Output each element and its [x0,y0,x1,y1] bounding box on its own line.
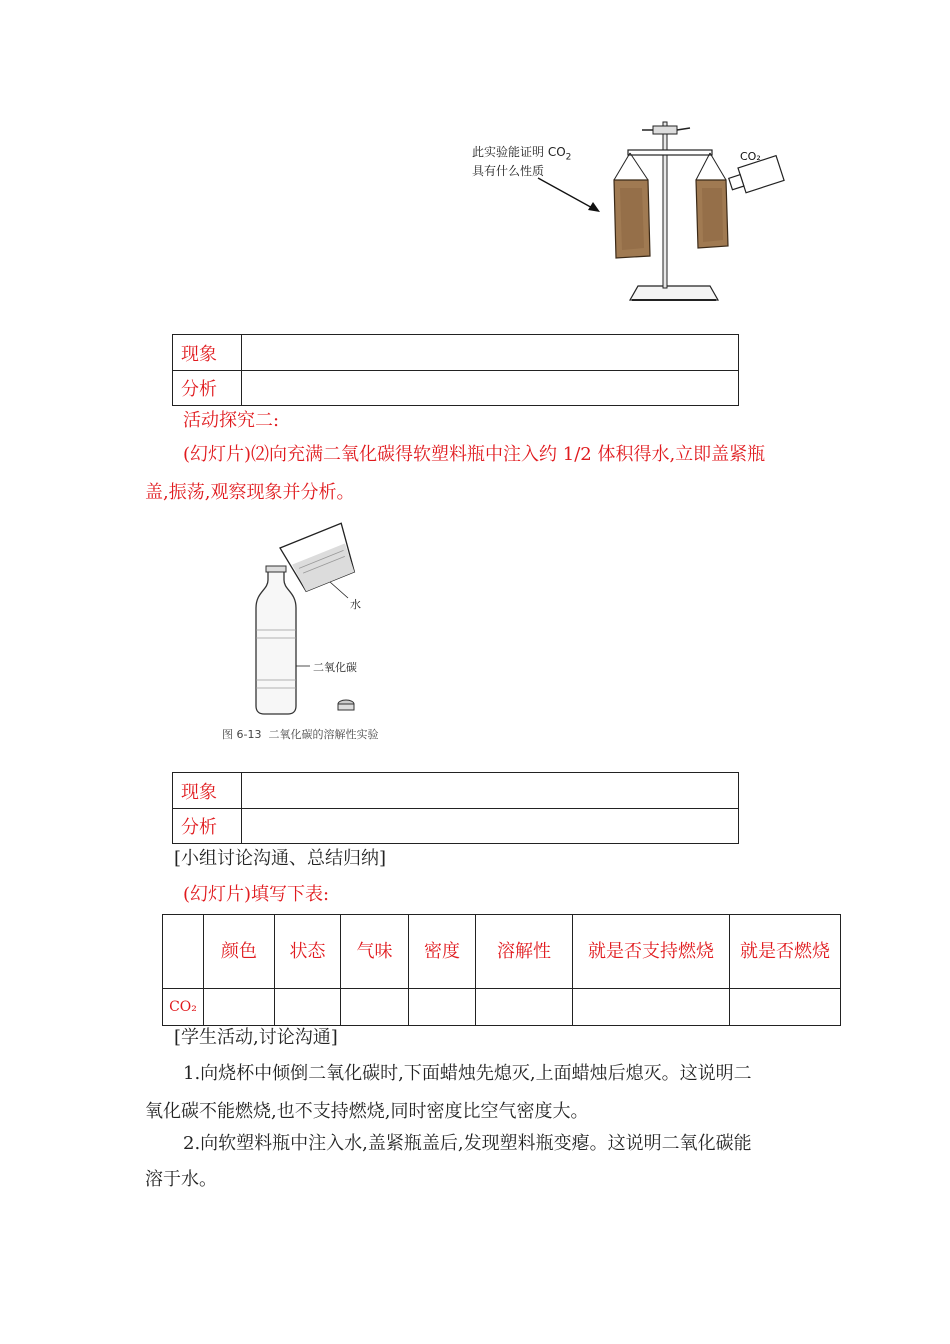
props-cell-density[interactable] [409,989,476,1026]
balance-beam [628,150,712,155]
table1-analysis-cell[interactable] [242,371,739,406]
table2-phenomenon-cell[interactable] [242,773,739,809]
table2-phenomenon-label: 现象 [173,773,242,809]
props-cell-combustible[interactable] [730,989,841,1026]
table1-analysis-label: 分析 [173,371,242,406]
co2-bottle-label: 二氧化碳 [313,661,357,674]
annotation-line2: 具有什么性质 [472,164,545,179]
activity2-heading: 活动探究二: [183,410,280,431]
water-label: 水 [350,598,361,611]
item2-line1: 2.向软塑料瓶中注入水,盖紧瓶盖后,发现塑料瓶变瘪。这说明二氧化碳能 [183,1133,752,1154]
props-cell-supports-combustion[interactable] [573,989,730,1026]
balance-experiment-figure [470,118,800,308]
bottle-experiment-figure [240,520,410,720]
plastic-bottle [256,570,296,714]
observation-table-2 [172,772,739,844]
activity2-instruction-line2: 盖,振荡,观察现象并分析。 [145,482,355,503]
co2-properties-table [162,914,841,1026]
item2-line2: 溶于水。 [145,1169,217,1190]
table1-phenomenon-cell[interactable] [242,335,739,371]
props-header-density: 密度 [409,915,476,989]
props-cell-color[interactable] [204,989,275,1026]
item1-line2: 氧化碳不能燃烧,也不支持燃烧,同时密度比空气密度大。 [145,1101,589,1122]
observation-table-1 [172,334,739,406]
props-cell-odor[interactable] [341,989,409,1026]
props-cell-state[interactable] [275,989,341,1026]
annotation-arrow [538,178,596,210]
stand-rod [663,122,667,288]
props-header-blank [163,915,204,989]
props-header-color: 颜色 [204,915,275,989]
activity2-instruction-line1: (幻灯片)⑵向充满二氧化碳得软塑料瓶中注入约 1/2 体积得水,立即盖紧瓶 [183,444,766,465]
figure2-caption: 图 6-13 二氧化碳的溶解性实验 [222,728,379,741]
props-header-solubility: 溶解性 [476,915,573,989]
props-header-odor: 气味 [341,915,409,989]
item1-line1: 1.向烧杯中倾倒二氧化碳时,下面蜡烛先熄灭,上面蜡烛后熄灭。这说明二 [183,1063,752,1084]
props-row-label-co2: CO₂ [163,989,204,1026]
annotation-subscript: 2 [565,152,572,163]
table1-phenomenon-label: 现象 [173,335,242,371]
stand-base [630,286,718,300]
props-header-combustible: 就是否燃烧 [730,915,841,989]
discussion-instruction: (幻灯片)填写下表: [183,884,330,905]
co2-bottle-label: CO₂ [740,150,761,163]
table2-analysis-cell[interactable] [242,809,739,844]
props-cell-solubility[interactable] [476,989,573,1026]
props-header-state: 状态 [275,915,341,989]
discussion-heading: [小组讨论沟通、总结归纳] [174,848,387,869]
table2-analysis-label: 分析 [173,809,242,844]
props-header-supports-combustion: 就是否支持燃烧 [573,915,730,989]
annotation-line1: 此实验能证明 CO [472,145,566,159]
water-beaker [280,523,360,594]
student-activity-heading: [学生活动,讨论沟通] [174,1027,338,1048]
